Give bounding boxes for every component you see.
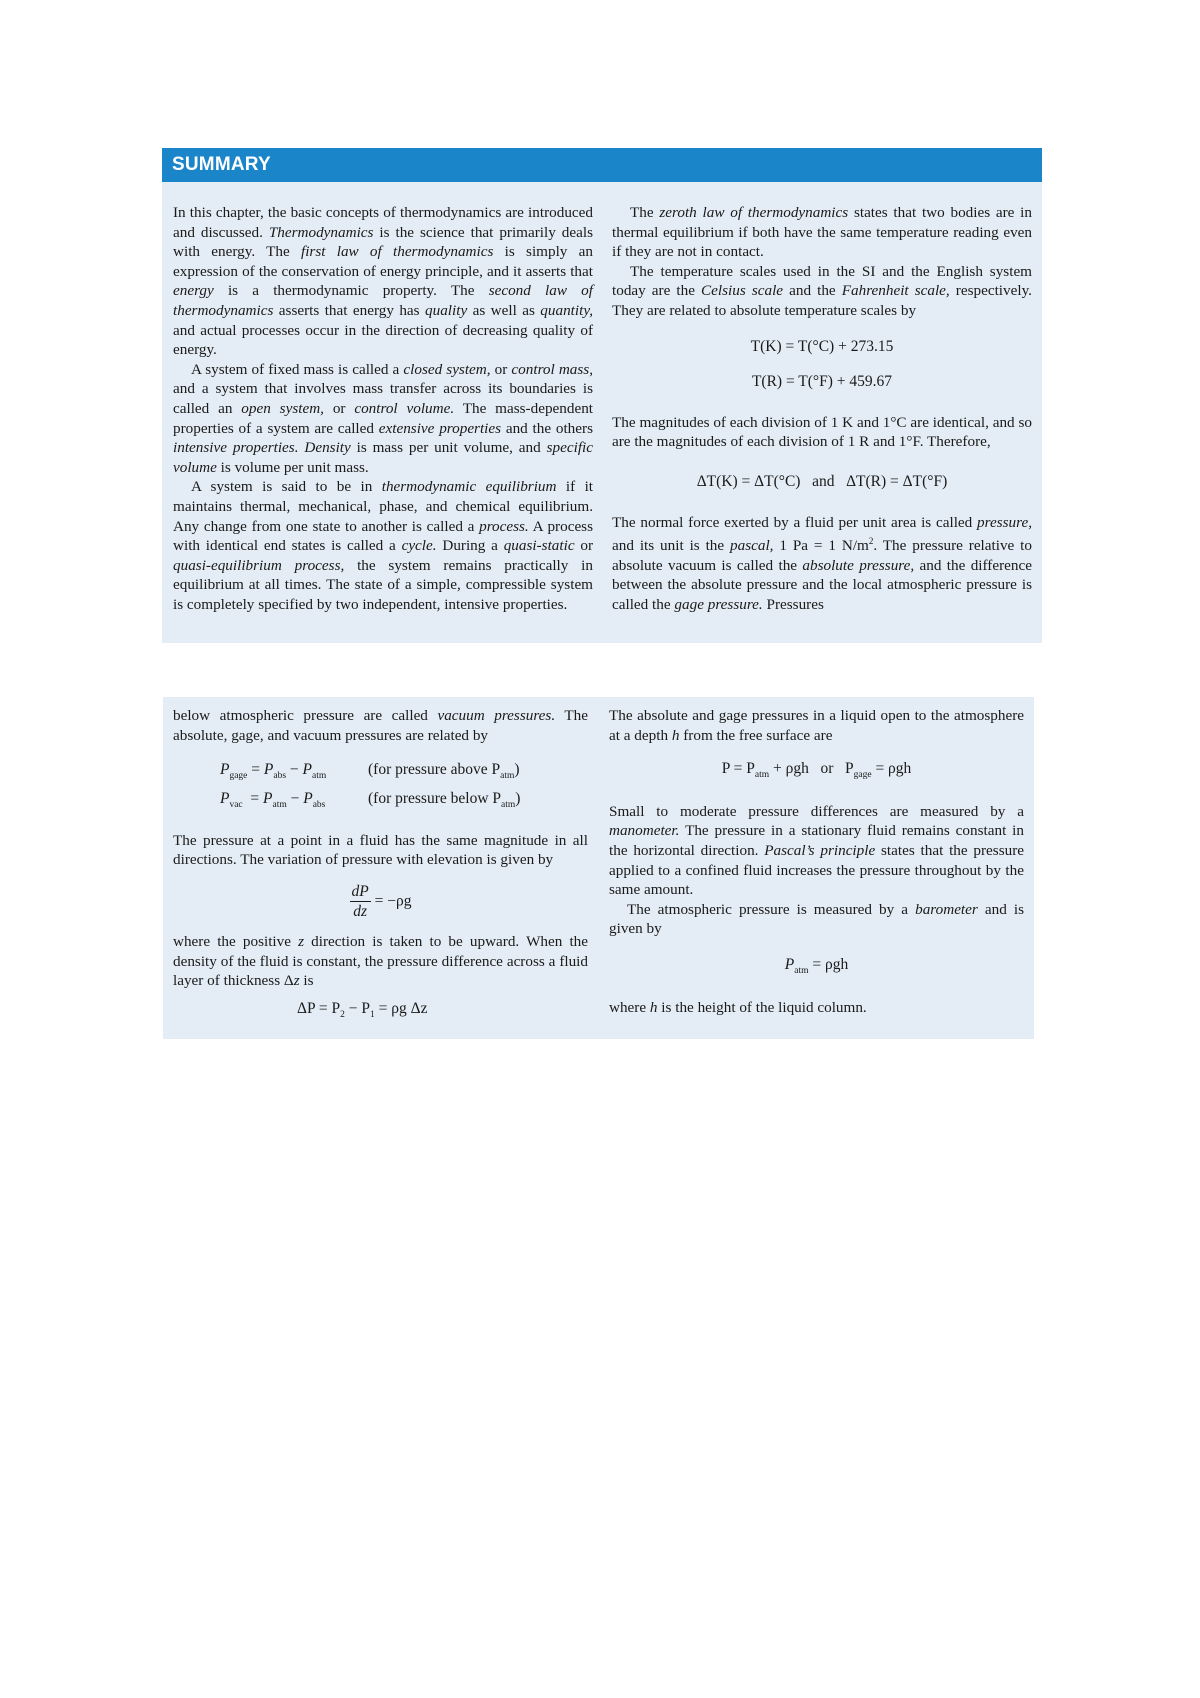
summary-column-left-continued <box>173 706 588 1025</box>
paragraph: The pressure at a point in a fluid has the same magnitude in all directions. The variation of pressure with elevation is given by <box>173 831 588 869</box>
equation-pressure-relations <box>220 759 520 816</box>
equation-delta-temperature: ΔT(K) = ΔT(°C) and ΔT(R) = ΔT(°F) <box>696 472 948 490</box>
paragraph: where h is the height of the liquid column. <box>609 998 867 1016</box>
paragraph: In this chapter, the basic concepts of thermodynamics are introduced and discussed. Thermodynamics is the science that primarily deals with energy. The first law of thermodynamics is simply an expression of the conservation of energy principle, and it asserts that energy is a thermodynamic property. The second law of thermodynamics asserts that energy has quality as well as quantity, and actual processes occur in the direction of decreasing quality of energy. <box>173 204 594 359</box>
summary-column-right-continued <box>609 706 1024 1017</box>
equation-vacuum: $P_{vac} = P_{atm} - P_{abs}$ (for pressure below $P_{atm}$) <box>220 789 521 810</box>
paragraph: The absolute and gage pressures in a liquid open to the atmosphere at a depth h from the free surface are <box>609 707 1024 744</box>
paragraph: below atmospheric pressure are called vacuum pressures. The absolute, gage, and vacuum pressures are related by <box>173 707 589 744</box>
summary-column-left <box>173 203 593 614</box>
paragraph: The normal force exerted by a fluid per unit area is called pressure, and its unit is the pascal, 1 Pa = 1 $N/m^2$. The pressure relative to absolute vacuum is called the absolute pressure, and the difference between the absolute pressure and the local atmospheric pressure is called the gage pressure. Pressures <box>612 513 1032 613</box>
paragraph: A system is said to be in thermodynamic equilibrium if it maintains thermal, mechanical, phase, and chemical equilibrium. Any change from one state to another is called a process. A process with identical end states is called a cycle. During a quasi-static or quasi-equilibrium process, the system remains practically in equilibrium at all times. The state of a simple, compressible system is completely specified by two independent, intensive properties. <box>173 478 594 613</box>
equation-gage: $P_{gage} = P_{abs} - P_{atm}$ (for pressure above $P_{atm}$) <box>220 761 520 782</box>
summary-column-right <box>612 203 1032 615</box>
paragraph: The temperature scales used in the SI and the English system today are the Celsius scale and the Fahrenheit scale, respectively. They are related to absolute temperature scales by <box>612 262 1032 319</box>
equation-dpdz: $\frac{dP}{dz}$ = −ρg <box>351 882 412 921</box>
paragraph: A system of fixed mass is called a closed system, or control mass, and a system that involves mass transfer across its boundaries is called an open system, or control volume. The mass-dependent properties of a system are called extensive properties and the others intensive properties. Density is mass per unit volume, and specific volume is volume per unit mass. <box>173 360 594 476</box>
paragraph: Small to moderate pressure differences are measured by a manometer. The pressure in a stationary fluid remains constant in the horizontal direction. Pascal’s principle states that the pressure applied to a confined fluid increases the pressure throughout by the same amount. <box>609 802 1025 899</box>
equation-delta-pressure: $\Delta P = P_2 - P_1 = \rho g$ Δz <box>297 999 428 1020</box>
equation-barometer: $P_{atm} = \rho gh$ <box>784 956 849 977</box>
equation-kelvin: T(K) = T(°C) + 273.15 <box>750 337 894 355</box>
paragraph: The atmospheric pressure is measured by a barometer and is given by <box>609 900 1024 938</box>
equation-rankine: T(R) = T(°F) + 459.67 <box>751 373 893 391</box>
equation-absolute-depth: $P = P_{atm} + \rho gh$ or $P_{gage} = \rho gh$ <box>721 760 912 781</box>
paragraph: The zeroth law of thermodynamics states that two bodies are in thermal equilibrium if both have the same temperature reading even if they are not in contact. <box>612 204 1032 261</box>
paragraph: where the positive z direction is taken to be upward. When the density of the fluid is constant, the pressure difference across a fluid layer of thickness Δz is <box>173 932 588 990</box>
paragraph: The magnitudes of each division of 1 K and 1°C are identical, and so are the magnitudes of each division of 1 R and 1°F. Therefore, <box>612 413 1032 451</box>
summary-banner: SUMMARY <box>162 148 1042 182</box>
